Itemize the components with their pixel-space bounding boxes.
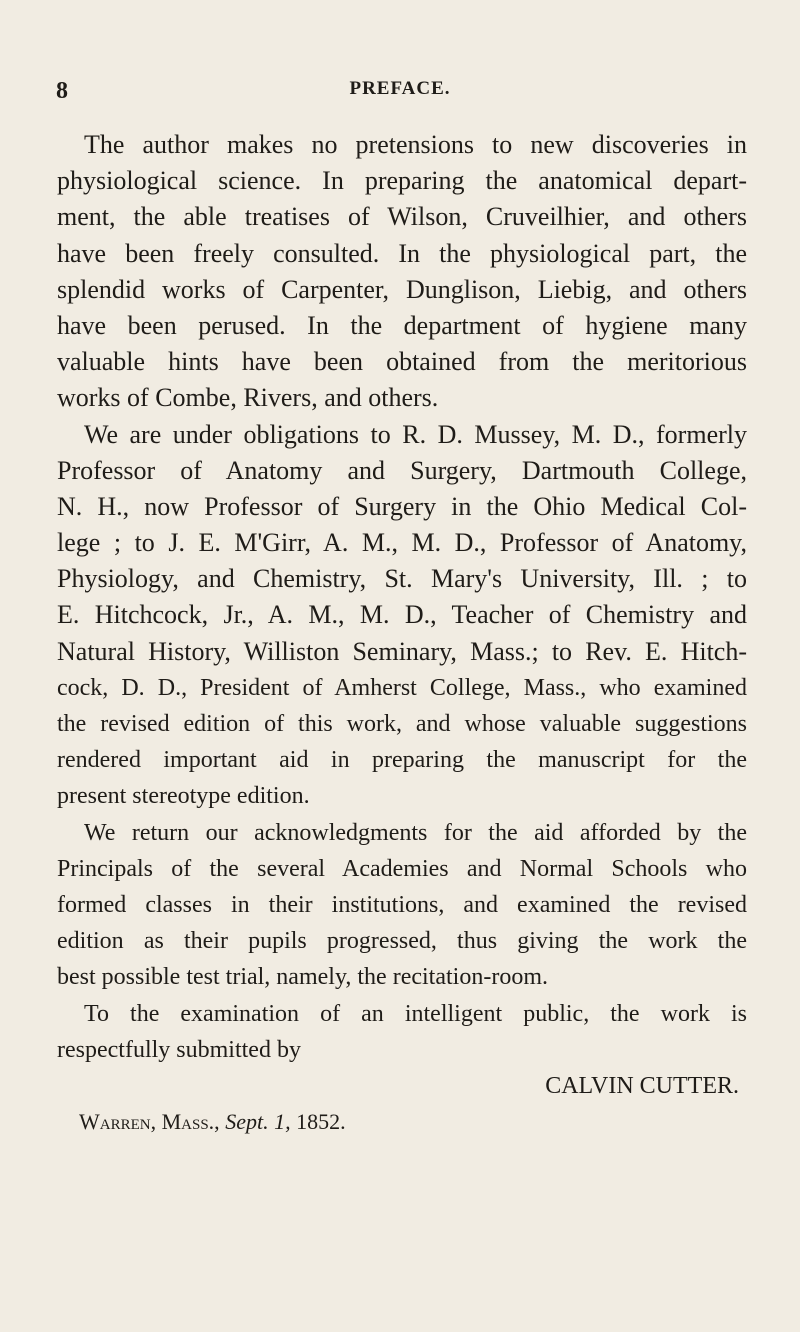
text-line: cock, D. D., President of Amherst College, Mass., who examined (57, 674, 747, 701)
text-line: have been perused. In the department of hygiene many (57, 310, 747, 340)
dateline-date: Sept. 1, (225, 1109, 291, 1135)
text-line: To the examination of an intelligent public, the work is (84, 1000, 747, 1027)
paragraph-1 (57, 127, 747, 417)
text-line: The author makes no pretensions to new discoveries in (84, 130, 747, 159)
text-line: the revised edition of this work, and whose valuable suggestions (57, 711, 747, 737)
text-line: Professor of Anatomy and Surgery, Dartmouth College, (57, 455, 747, 485)
dateline (57, 1104, 747, 1140)
dateline-year: 1852. (296, 1109, 346, 1135)
text-line: rendered important aid in preparing the manuscript for the (57, 747, 747, 774)
text-line: ment, the able treatises of Wilson, Cruveilhier, and others (57, 202, 747, 232)
page-number: 8 (56, 78, 68, 104)
running-head: PREFACE. (349, 78, 451, 99)
text-line: E. Hitchcock, Jr., A. M., M. D., Teacher of Chemistry and (57, 600, 747, 630)
text-line: best possible test trial, namely, the recitation-room. (57, 964, 548, 991)
text-line: present stereotype edition. (57, 783, 310, 810)
text-line: valuable hints have been obtained from the meritorious (57, 347, 747, 377)
text-line: works of Combe, Rivers, and others. (57, 383, 439, 413)
paragraph-4 (57, 996, 747, 1068)
paragraph-2 (57, 417, 747, 815)
text-line: splendid works of Carpenter, Dunglison, Liebig, and others (57, 274, 747, 304)
text-line: We return our acknowledgments for the aid afforded by the (84, 819, 747, 846)
text-line: physiological science. In preparing the anatomical depart- (57, 166, 747, 196)
dateline-place: Warren, Mass., (79, 1109, 220, 1135)
text-line: formed classes in their institutions, and examined the revised (57, 891, 747, 918)
text-line: edition as their pupils progressed, thus giving the work the (57, 928, 747, 955)
text-line: Natural History, Williston Seminary, Mass.; to Rev. E. Hitch- (57, 636, 747, 666)
text-line: Principals of the several Academies and Normal Schools who (57, 855, 747, 882)
text-line: Physiology, and Chemistry, St. Mary's University, Ill. ; to (57, 564, 747, 594)
text-line: have been freely consulted. In the physiological part, the (57, 238, 747, 268)
text-line: N. H., now Professor of Surgery in the Ohio Medical Col- (57, 491, 747, 521)
author-signature: CALVIN CUTTER. (545, 1072, 739, 1099)
text-line: respectfully submitted by (57, 1036, 301, 1063)
preface-body (57, 127, 747, 1140)
paragraph-3 (57, 815, 747, 996)
page-header (0, 78, 800, 108)
text-line: lege ; to J. E. M'Girr, A. M., M. D., Professor of Anatomy, (57, 528, 747, 558)
text-line: We are under obligations to R. D. Mussey, M. D., formerly (84, 419, 747, 449)
